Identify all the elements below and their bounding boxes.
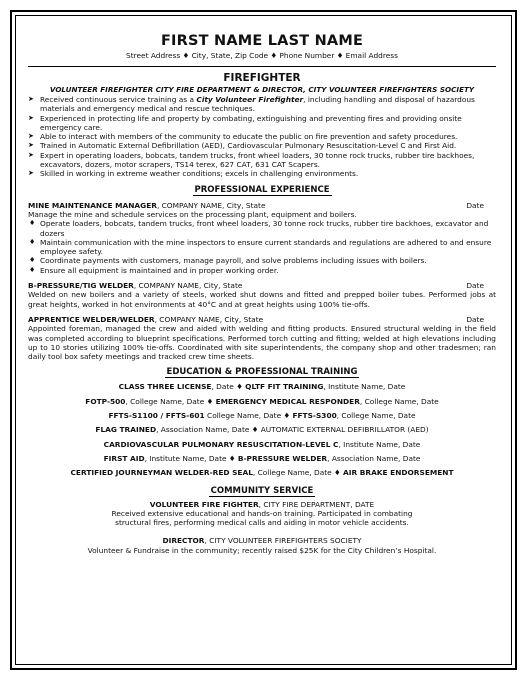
community-org: , CITY VOLUNTEER FIREFIGHTERS SOCIETY [204,536,362,546]
job-bullet: ♦ Coordinate payments with customers, manage payroll, and solve problems including issues with boilers. [28,256,496,265]
community-title: VOLUNTEER FIRE FIGHTER [149,499,259,509]
job-company: , COMPANY NAME, City, State [154,314,264,324]
candidate-name: FIRST NAME LAST NAME [160,33,364,49]
education-line: CERTIFIED JOURNEYMAN WELDER-RED SEAL, College Name, Date ♦ AIR BRAKE ENDORSEMENT [70,468,454,478]
job-entry [28,281,496,309]
community-title: DIRECTOR [162,536,205,546]
job-header [28,315,496,324]
job-bullets [28,219,496,275]
community-entry [28,500,496,528]
education-line: CARDIOVASCULAR PULMONARY RESUSCITATION-LEVEL C, Institute Name, Date [103,439,421,449]
role-title: FIREFIGHTER [223,72,301,84]
job-entry [28,201,496,275]
contact-line: Street Address ♦ City, State, Zip Code ♦ Phone Number ♦ Email Address [28,51,496,67]
job-company: , COMPANY NAME, City, State [133,281,243,291]
summary-item: ➤ Expert in operating loaders, bobcats, tandem trucks, front wheel loaders, 30 tonne rock trucks, rubber tire backhoes, excavators, dozers, motor scrapers, TS14 terex, 627 CAT, 631 CAT Scapers. [28,151,496,170]
job-title: B-PRESSURE/TIG WELDER [28,281,134,291]
education-line: FFTS-S1100 / FFTS-601 College Name, Date ♦ FFTS-S300, College Name, Date [108,411,416,421]
job-bullet: ♦ Ensure all equipment is maintained and in proper working order. [28,266,496,275]
community-entry [28,536,496,555]
summary-item: ➤ Received continuous service training as a City Volunteer Firefighter, including handling and disposal of hazardous materials and emergency medical and rescue techniques. [28,95,496,114]
job-description: Appointed foreman, managed the crew and aided with welding and fitting products. Ensured structural welding in the field was completed according to blueprint specifications. Performed torch cutting and fitting; welded at high elevations including up to 10 stories utilizing 100% tie-offs. Coordinated with site superintendents, the company shop and other tradesmen; ran daily tool box safety meetings and tracked crew time sheets. [28,324,496,362]
education-list [28,382,496,477]
summary-list [28,95,496,179]
job-title: APPRENTICE WELDER/WELDER [28,314,155,324]
community-org: , CITY FIRE DEPARTMENT, DATE [258,499,375,509]
community-heading: COMMUNITY SERVICE [210,485,314,496]
community-description: Received extensive educational and hands-on training. Participated in combating structural fires, performing medical calls and aiding in motor vehicle accidents. [111,508,413,528]
job-bullet: ♦ Operate loaders, bobcats, tandem trucks, front wheel loaders, 30 tonne rock trucks, rubber tire backhoes, excavator and dozers [28,219,496,238]
resume [28,33,496,555]
job-bullet: ♦ Maintain communication with the mine inspectors to ensure current standards and regulations are adhered to and ensure employee safety. [28,238,496,257]
summary-item: ➤ Trained in Automatic External Defibrillation (AED), Cardiovascular Pulmonary Resuscitation-Level C and First Aid. [28,141,496,150]
experience-heading: PROFESSIONAL EXPERIENCE [194,184,330,195]
summary-item: ➤ Able to interact with members of the community to educate the public on fire prevention and safety procedures. [28,132,496,141]
job-description: Welded on new boilers and a variety of steels, worked shut downs and fitted and prepped boiler tubes. Performed jobs at great heights, worked in hot environments at 40°C and at great heights using 100% tie-offs. [28,290,496,309]
education-line: FIRST AID, Institute Name, Date ♦ B-PRESSURE WELDER, Association Name, Date [103,453,421,463]
education-line: CLASS THREE LICENSE, Date ♦ QLTF FIT TRAINING, Institute Name, Date [118,382,406,392]
education-heading: EDUCATION & PROFESSIONAL TRAINING [166,367,358,378]
job-date: Date [466,200,484,210]
community-title-line [28,536,496,545]
job-description: Manage the mine and schedule services on the processing plant, equipment and boilers. [28,209,357,219]
education-line: FLAG TRAINED, Association Name, Date ♦ AUTOMATIC EXTERNAL DEFIBRILLATOR (AED) [95,425,429,435]
education-line: FOTP-500, College Name, Date ♦ EMERGENCY MEDICAL RESPONDER, College Name, Date [85,396,439,406]
job-header [28,281,496,290]
role-subtitle: VOLUNTEER FIREFIGHTER CITY FIRE DEPARTMENT & DIRECTOR, CITY VOLUNTEER FIREFIGHTERS SOCIETY [49,85,475,94]
community-description: Volunteer & Fundraise in the community; recently raised $25K for the City Children’s Hospital. [87,545,437,555]
job-company: , COMPANY NAME, City, State [156,200,266,210]
job-entry [28,315,496,361]
summary-item: ➤ Skilled in working in extreme weather conditions; excels in challenging environments. [28,169,496,178]
job-header [28,201,496,210]
community-title-line [28,500,496,509]
job-date: Date [466,281,484,291]
summary-item: ➤ Experienced in protecting life and property by combating, extinguishing and preventing fires and providing onsite emergency care. [28,114,496,133]
job-date: Date [466,314,484,324]
job-title: MINE MAINTENANCE MANAGER [28,200,157,210]
